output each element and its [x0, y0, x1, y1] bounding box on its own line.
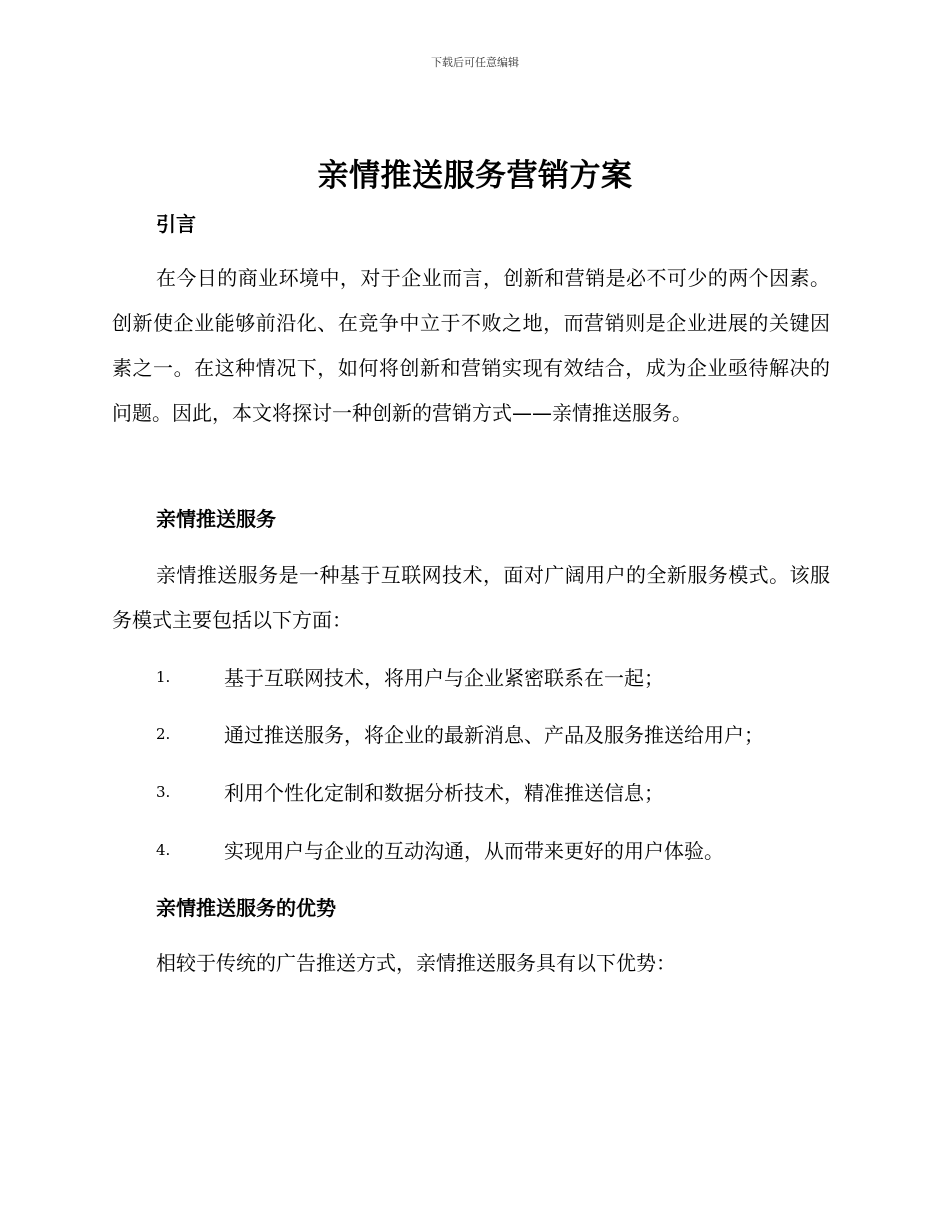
list-item-text: 基于互联网技术，将用户与企业紧密联系在一起；: [224, 666, 664, 690]
list-item-text: 实现用户与企业的互动沟通，从而带来更好的用户体验。: [224, 839, 724, 863]
list-item-text: 通过推送服务，将企业的最新消息、产品及服务推送给用户；: [224, 723, 764, 747]
list-item: [0, 777, 900, 807]
service-paragraph: 亲情推送服务是一种基于互联网技术，面对广阔用户的全新服务模式。该服务模式主要包括以下方面：: [112, 563, 830, 632]
list-item-number: 2.: [156, 725, 171, 743]
document-title: 亲情推送服务营销方案: [317, 158, 633, 194]
page-header-note: 下载后可任意编辑: [431, 56, 519, 69]
list-item: [0, 662, 900, 692]
list-item: [0, 835, 900, 865]
list-item-number: 3.: [156, 783, 171, 801]
section-heading-service: 亲情推送服务: [156, 507, 276, 531]
section-heading-advantages: 亲情推送服务的优势: [156, 896, 336, 920]
list-item-number: 1.: [156, 668, 171, 686]
advantages-paragraph: 相较于传统的广告推送方式，亲情推送服务具有以下优势：: [156, 951, 676, 975]
list-item: [0, 719, 900, 749]
introduction-paragraph: 在今日的商业环境中，对于企业而言，创新和营销是必不可少的两个因素。创新使企业能够前沿化、在竞争中立于不败之地，而营销则是企业进展的关键因素之一。在这种情况下，如何将创新和营销实现有效结合，成为企业亟待解决的问题。因此，本文将探讨一种创新的营销方式——亲情推送服务。: [112, 266, 830, 425]
list-item-text: 利用个性化定制和数据分析技术，精准推送信息；: [224, 781, 664, 805]
list-item-number: 4.: [156, 841, 171, 859]
section-heading-introduction: 引言: [156, 212, 196, 236]
